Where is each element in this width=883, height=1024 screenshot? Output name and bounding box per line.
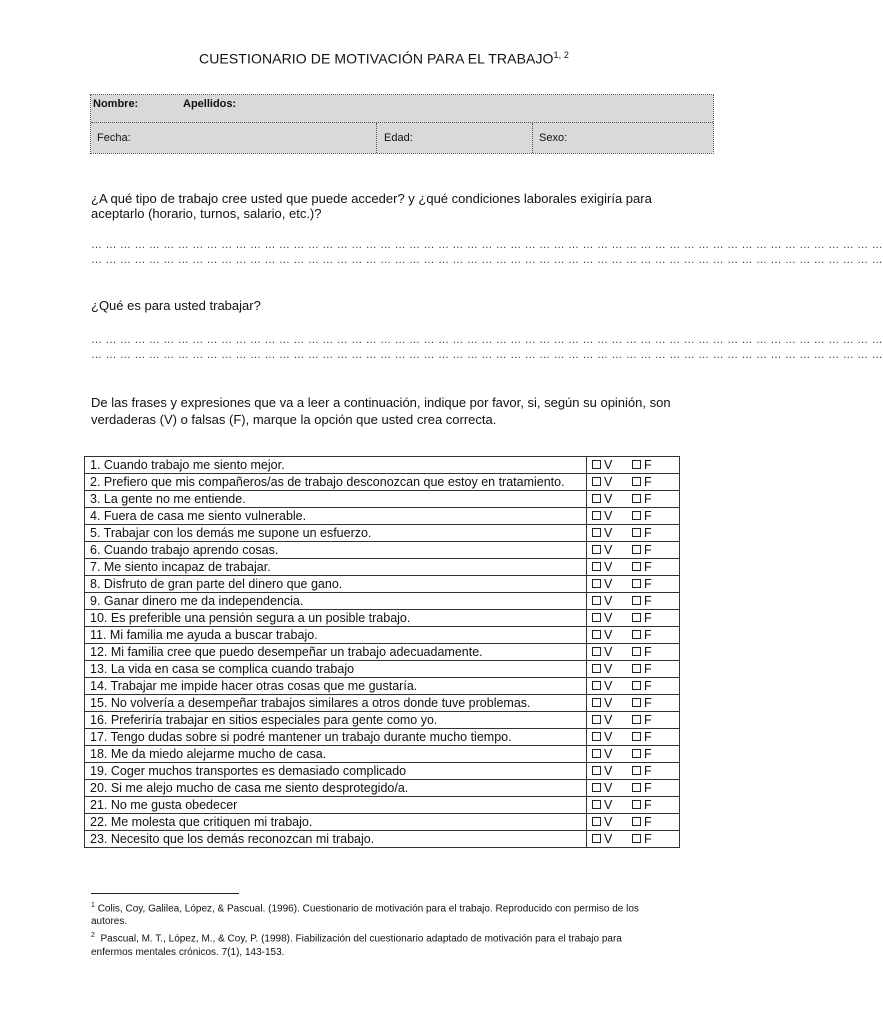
option-v-label: V <box>604 645 613 659</box>
checkbox-v[interactable] <box>592 732 601 741</box>
checkbox-f[interactable] <box>632 596 641 605</box>
option-v[interactable] <box>592 763 632 779</box>
checkbox-v[interactable] <box>592 596 601 605</box>
option-v[interactable] <box>592 508 632 524</box>
answer-options <box>587 780 680 797</box>
table-row <box>85 814 680 831</box>
checkbox-f[interactable] <box>632 664 641 673</box>
checkbox-f[interactable] <box>632 732 641 741</box>
option-v-label: V <box>604 713 613 727</box>
table-row <box>85 474 680 491</box>
nombre-label[interactable]: Nombre: <box>93 98 139 110</box>
option-v[interactable] <box>592 797 632 813</box>
checkbox-v[interactable] <box>592 834 601 843</box>
option-f[interactable] <box>632 593 672 609</box>
option-v-label: V <box>604 577 613 591</box>
checkbox-f[interactable] <box>632 698 641 707</box>
statement-text: 20. Si me alejo mucho de casa me siento desprotegido/a. <box>85 780 587 797</box>
option-f-label: F <box>644 662 652 676</box>
option-f-label: F <box>644 492 652 506</box>
statement-text: 10. Es preferible una pensión segura a un posible trabajo. <box>85 610 587 627</box>
statement-text: 6. Cuando trabajo aprendo cosas. <box>85 542 587 559</box>
fecha-field[interactable]: Fecha: <box>97 132 131 144</box>
option-v[interactable] <box>592 542 632 558</box>
sexo-field[interactable]: Sexo: <box>539 132 568 144</box>
statement-text: 18. Me da miedo alejarme mucho de casa. <box>85 746 587 763</box>
table-row <box>85 712 680 729</box>
checkbox-f[interactable] <box>632 715 641 724</box>
option-v-label: V <box>604 730 613 744</box>
option-v[interactable] <box>592 814 632 830</box>
option-v-label: V <box>604 611 613 625</box>
checkbox-f[interactable] <box>632 613 641 622</box>
option-f-label: F <box>644 475 652 489</box>
footnote-2: $^2$ Pascual, M. T., López, M., & Coy, P. (1998). Fiabilización del cuestionario adaptado de motivación para el trabajo para enfermos mentales crónicos. 7(1), 143-153. <box>91 932 622 958</box>
checkbox-f[interactable] <box>632 783 641 792</box>
answer-options <box>587 542 680 559</box>
option-f[interactable] <box>632 780 672 796</box>
checkbox-f[interactable] <box>632 494 641 503</box>
checkbox-v[interactable] <box>592 749 601 758</box>
option-f-label: F <box>644 747 652 761</box>
table-row <box>85 508 680 525</box>
checkbox-f[interactable] <box>632 579 641 588</box>
checkbox-v[interactable] <box>592 460 601 469</box>
option-f[interactable] <box>632 474 672 490</box>
statement-text: 7. Me siento incapaz de trabajar. <box>85 559 587 576</box>
option-f[interactable] <box>632 678 672 694</box>
option-f[interactable] <box>632 712 672 728</box>
option-f-label: F <box>644 560 652 574</box>
option-v[interactable] <box>592 678 632 694</box>
checkbox-v[interactable] <box>592 630 601 639</box>
answer-line-1a[interactable]: … … … … … … … … … … … … … … … … … … … … … … … … … … … … … … … … … … … … … … … … … … … … … … … … … … … … … … … <box>91 239 883 251</box>
table-row <box>85 542 680 559</box>
statement-text: 12. Mi familia cree que puedo desempeñar un trabajo adecuadamente. <box>85 644 587 661</box>
option-v[interactable] <box>592 831 632 847</box>
checkbox-f[interactable] <box>632 766 641 775</box>
checkbox-f[interactable] <box>632 647 641 656</box>
checkbox-v[interactable] <box>592 511 601 520</box>
checkbox-v[interactable] <box>592 766 601 775</box>
option-f[interactable] <box>632 525 672 541</box>
option-f-label: F <box>644 526 652 540</box>
option-f[interactable] <box>632 610 672 626</box>
table-row <box>85 797 680 814</box>
answer-options <box>587 576 680 593</box>
statement-text: 9. Ganar dinero me da independencia. <box>85 593 587 610</box>
apellidos-label[interactable]: Apellidos: <box>183 98 237 110</box>
option-f[interactable] <box>632 814 672 830</box>
checkbox-v[interactable] <box>592 562 601 571</box>
checkbox-f[interactable] <box>632 834 641 843</box>
table-row <box>85 780 680 797</box>
option-v-label: V <box>604 560 613 574</box>
answer-options <box>587 678 680 695</box>
answer-options <box>587 508 680 525</box>
option-v[interactable] <box>592 491 632 507</box>
option-v-label: V <box>604 475 613 489</box>
page-title: CUESTIONARIO DE MOTIVACIÓN PARA EL TRABAJO$^{1, 2}$ <box>199 50 569 67</box>
checkbox-f[interactable] <box>632 562 641 571</box>
checkbox-v[interactable] <box>592 681 601 690</box>
table-row <box>85 729 680 746</box>
option-f-label: F <box>644 730 652 744</box>
option-f[interactable] <box>632 763 672 779</box>
option-f-label: F <box>644 628 652 642</box>
answer-options <box>587 593 680 610</box>
answer-options <box>587 457 680 474</box>
option-v-label: V <box>604 662 613 676</box>
option-f-label: F <box>644 577 652 591</box>
answer-options <box>587 644 680 661</box>
personal-data-box <box>90 94 714 154</box>
option-f-label: F <box>644 645 652 659</box>
option-v-label: V <box>604 781 613 795</box>
option-f[interactable] <box>632 576 672 592</box>
option-v-label: V <box>604 764 613 778</box>
option-f-label: F <box>644 713 652 727</box>
edad-field[interactable]: Edad: <box>384 132 413 144</box>
statement-text: 3. La gente no me entiende. <box>85 491 587 508</box>
checkbox-v[interactable] <box>592 579 601 588</box>
answer-options <box>587 695 680 712</box>
statement-text: 11. Mi familia me ayuda a buscar trabajo. <box>85 627 587 644</box>
statement-text: 17. Tengo dudas sobre si podré mantener un trabajo durante mucho tiempo. <box>85 729 587 746</box>
statement-text: 2. Prefiero que mis compañeros/as de trabajo desconozcan que estoy en tratamiento. <box>85 474 587 491</box>
question-1: ¿A qué tipo de trabajo cree usted que puede acceder? y ¿qué condiciones laborales exigiría para aceptarlo (horario, turnos, salario, etc.)? <box>91 191 652 221</box>
checkbox-v[interactable] <box>592 647 601 656</box>
divider <box>376 123 377 153</box>
checkbox-v[interactable] <box>592 545 601 554</box>
answer-options <box>587 814 680 831</box>
table-row <box>85 610 680 627</box>
option-v[interactable] <box>592 593 632 609</box>
answer-line-1b[interactable]: … … … … … … … … … … … … … … … … … … … … … … … … … … … … … … … … … … … … … … … … … … … … … … … … … … … … … … … <box>91 254 883 266</box>
option-f-label: F <box>644 611 652 625</box>
option-f[interactable] <box>632 627 672 643</box>
option-f-label: F <box>644 509 652 523</box>
option-f[interactable] <box>632 491 672 507</box>
checkbox-f[interactable] <box>632 545 641 554</box>
answer-options <box>587 729 680 746</box>
option-v[interactable] <box>592 559 632 575</box>
answer-line-2b[interactable]: … … … … … … … … … … … … … … … … … … … … … … … … … … … … … … … … … … … … … … … … … … … … … … … … … … … … … … … <box>91 349 883 361</box>
statement-text: 15. No volvería a desempeñar trabajos similares a otros donde tuve problemas. <box>85 695 587 712</box>
table-row <box>85 491 680 508</box>
option-v[interactable] <box>592 474 632 490</box>
statement-text: 23. Necesito que los demás reconozcan mi trabajo. <box>85 831 587 848</box>
option-v-label: V <box>604 526 613 540</box>
option-v-label: V <box>604 594 613 608</box>
statement-text: 19. Coger muchos transportes es demasiado complicado <box>85 763 587 780</box>
option-v[interactable] <box>592 780 632 796</box>
answer-options <box>587 525 680 542</box>
table-row <box>85 559 680 576</box>
option-f[interactable] <box>632 695 672 711</box>
name-row <box>91 95 713 123</box>
checkbox-v[interactable] <box>592 783 601 792</box>
table-row <box>85 763 680 780</box>
checkbox-v[interactable] <box>592 528 601 537</box>
option-f-label: F <box>644 679 652 693</box>
checkbox-f[interactable] <box>632 528 641 537</box>
table-row <box>85 576 680 593</box>
checkbox-f[interactable] <box>632 630 641 639</box>
option-f-label: F <box>644 781 652 795</box>
answer-options <box>587 797 680 814</box>
table-row <box>85 525 680 542</box>
checkbox-f[interactable] <box>632 681 641 690</box>
option-f[interactable] <box>632 457 672 473</box>
checkbox-f[interactable] <box>632 460 641 469</box>
answer-options <box>587 491 680 508</box>
answer-options <box>587 661 680 678</box>
option-f[interactable] <box>632 508 672 524</box>
statement-text: 16. Preferiría trabajar en sitios especiales para gente como yo. <box>85 712 587 729</box>
option-v[interactable] <box>592 525 632 541</box>
checkbox-f[interactable] <box>632 511 641 520</box>
checkbox-v[interactable] <box>592 477 601 486</box>
table-row <box>85 644 680 661</box>
option-v-label: V <box>604 543 613 557</box>
option-v-label: V <box>604 696 613 710</box>
option-v-label: V <box>604 798 613 812</box>
option-f[interactable] <box>632 746 672 762</box>
option-f[interactable] <box>632 559 672 575</box>
table-row <box>85 695 680 712</box>
table-row <box>85 746 680 763</box>
option-f-label: F <box>644 832 652 846</box>
answer-options <box>587 746 680 763</box>
checkbox-f[interactable] <box>632 477 641 486</box>
table-row <box>85 627 680 644</box>
option-f-label: F <box>644 798 652 812</box>
option-v-label: V <box>604 832 613 846</box>
option-f[interactable] <box>632 831 672 847</box>
option-v[interactable] <box>592 627 632 643</box>
option-f-label: F <box>644 764 652 778</box>
checkbox-v[interactable] <box>592 613 601 622</box>
title-footnote-refs: 1, 2 <box>553 50 569 60</box>
statement-text: 1. Cuando trabajo me siento mejor. <box>85 457 587 474</box>
option-v[interactable] <box>592 746 632 762</box>
table-row <box>85 831 680 848</box>
option-v[interactable] <box>592 644 632 660</box>
answer-options <box>587 559 680 576</box>
statement-text: 5. Trabajar con los demás me supone un esfuerzo. <box>85 525 587 542</box>
option-v[interactable] <box>592 457 632 473</box>
option-v[interactable] <box>592 610 632 626</box>
option-v-label: V <box>604 458 613 472</box>
option-f-label: F <box>644 696 652 710</box>
option-v-label: V <box>604 679 613 693</box>
table-row <box>85 593 680 610</box>
footnote-divider <box>91 893 239 894</box>
table-row <box>85 457 680 474</box>
option-v[interactable] <box>592 576 632 592</box>
checkbox-v[interactable] <box>592 494 601 503</box>
statements-table <box>84 456 680 848</box>
option-v[interactable] <box>592 695 632 711</box>
option-f[interactable] <box>632 729 672 745</box>
answer-options <box>587 712 680 729</box>
checkbox-f[interactable] <box>632 800 641 809</box>
checkbox-f[interactable] <box>632 817 641 826</box>
option-f-label: F <box>644 815 652 829</box>
option-v-label: V <box>604 747 613 761</box>
checkbox-v[interactable] <box>592 800 601 809</box>
checkbox-f[interactable] <box>632 749 641 758</box>
statement-text: 21. No me gusta obedecer <box>85 797 587 814</box>
statement-text: 8. Disfruto de gran parte del dinero que gano. <box>85 576 587 593</box>
option-v[interactable] <box>592 661 632 677</box>
statement-text: 14. Trabajar me impide hacer otras cosas que me gustaría. <box>85 678 587 695</box>
option-v-label: V <box>604 509 613 523</box>
answer-options <box>587 627 680 644</box>
statement-text: 4. Fuera de casa me siento vulnerable. <box>85 508 587 525</box>
footnotes <box>91 899 661 959</box>
option-f[interactable] <box>632 542 672 558</box>
answer-options <box>587 474 680 491</box>
option-v-label: V <box>604 815 613 829</box>
option-v[interactable] <box>592 729 632 745</box>
answer-options <box>587 610 680 627</box>
answer-options <box>587 763 680 780</box>
checkbox-v[interactable] <box>592 664 601 673</box>
checkbox-v[interactable] <box>592 715 601 724</box>
option-v-label: V <box>604 492 613 506</box>
question-2: ¿Qué es para usted trabajar? <box>91 298 261 313</box>
table-row <box>85 678 680 695</box>
checkbox-v[interactable] <box>592 698 601 707</box>
option-f-label: F <box>644 543 652 557</box>
footnote-1: $^1$ Colis, Coy, Galilea, López, & Pascual. (1996). Cuestionario de motivación para el trabajo. Reproducido con permiso de los autores. <box>91 902 639 928</box>
table-row <box>85 661 680 678</box>
answer-line-2a[interactable]: … … … … … … … … … … … … … … … … … … … … … … … … … … … … … … … … … … … … … … … … … … … … … … … … … … … … … … … <box>91 334 883 346</box>
option-v-label: V <box>604 628 613 642</box>
option-v[interactable] <box>592 712 632 728</box>
answer-options <box>587 831 680 848</box>
option-f-label: F <box>644 594 652 608</box>
statement-text: 13. La vida en casa se complica cuando trabajo <box>85 661 587 678</box>
checkbox-v[interactable] <box>592 817 601 826</box>
details-row <box>91 123 713 153</box>
option-f-label: F <box>644 458 652 472</box>
instructions: De las frases y expresiones que va a leer a continuación, indique por favor, si, según su opinión, son verdaderas (V) o falsas (F), marque la opción que usted crea correcta. <box>91 395 671 427</box>
option-f[interactable] <box>632 661 672 677</box>
statement-text: 22. Me molesta que critiquen mi trabajo. <box>85 814 587 831</box>
option-f[interactable] <box>632 797 672 813</box>
option-f[interactable] <box>632 644 672 660</box>
